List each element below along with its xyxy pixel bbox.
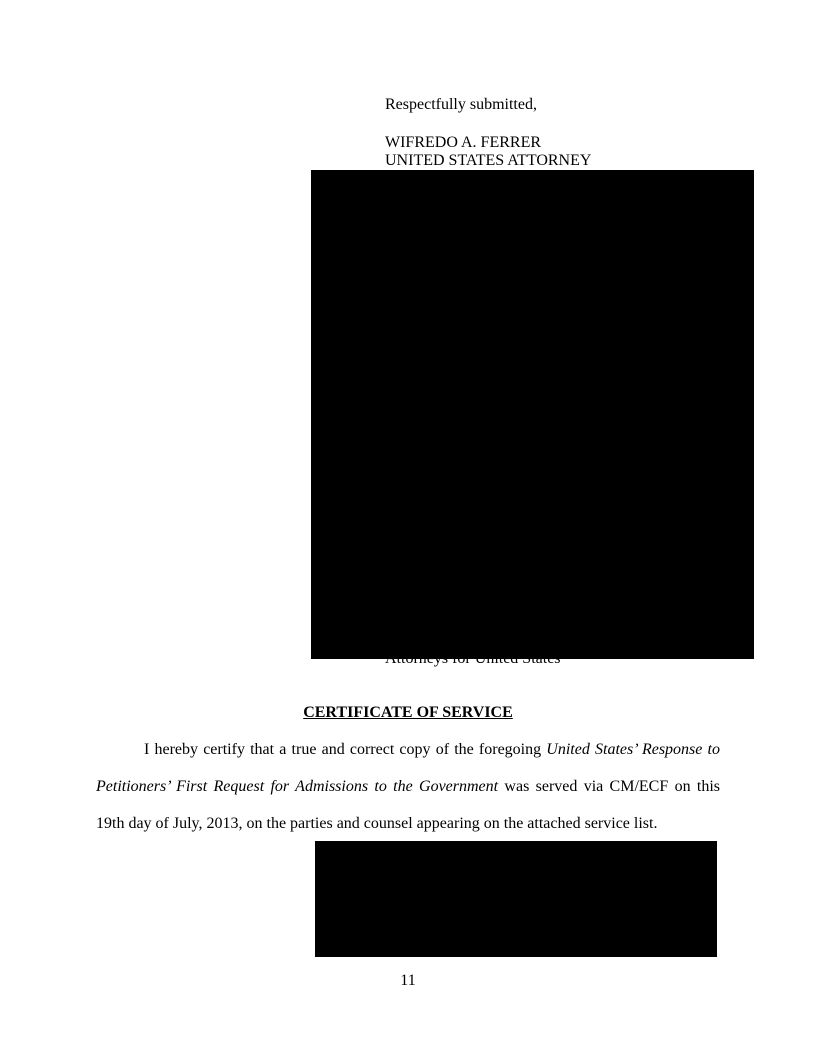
certificate-line-2-text: was served via CM/ECF on this: [498, 778, 720, 795]
certificate-line-1-text: I hereby certify that a true and correct copy of the foregoing: [144, 741, 547, 758]
page-number: 11: [400, 972, 416, 989]
signature-closing: Respectfully submitted,: [385, 96, 537, 113]
service-signature-redaction-block: [315, 841, 717, 957]
certificate-line-1: [144, 740, 720, 760]
attorney-name: WIFREDO A. FERRER: [385, 134, 542, 151]
certificate-document-title-part-2: Petitioners’ First Request for Admissions to the Government: [96, 778, 499, 795]
certificate-heading: CERTIFICATE OF SERVICE: [303, 704, 513, 721]
attorney-title: UNITED STATES ATTORNEY: [385, 152, 592, 169]
certificate-line-2: [96, 777, 720, 797]
certificate-line-3: 19th day of July, 2013, on the parties and counsel appearing on the attached service list.: [96, 815, 658, 832]
signature-redaction-block: [311, 170, 754, 659]
certificate-document-title-part-1: United States’ Response to: [546, 741, 720, 758]
